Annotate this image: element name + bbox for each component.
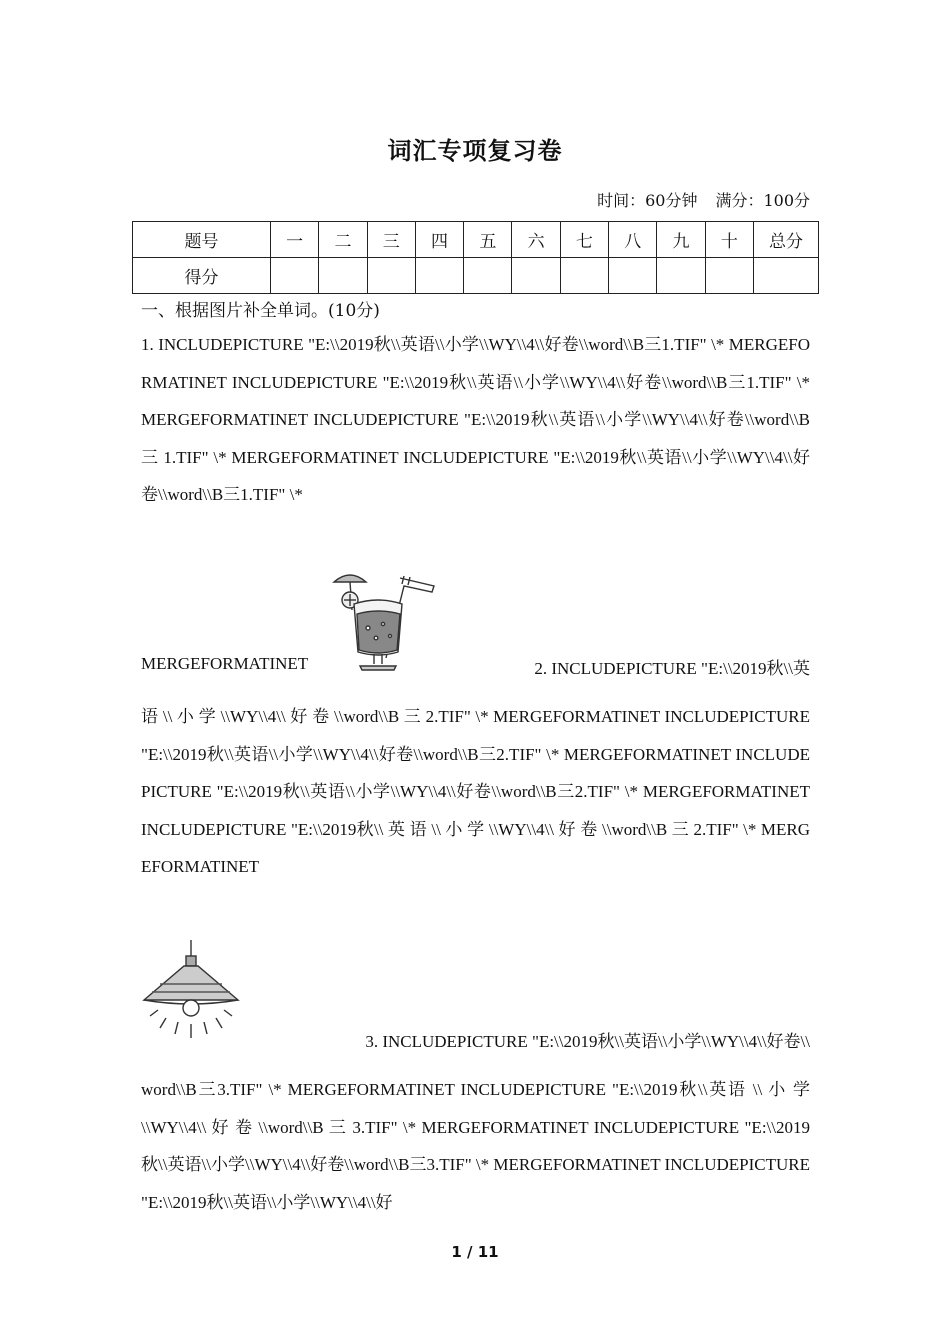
question-2-text: 语 \\ 小 学 \\WY\\4\\ 好 卷 \\word\\B 三 2.TIF" \* MERGEFORMATINET INCLUDEPICTURE "E:\\2019秋\\英语\\小学\\WY\\4\\好卷\\word\\B三2.TIF" \* MERGEFORMATINET INCLUDEPICTURE "E:\\2019秋\\英语\\小学\\WY\\4\\好卷\\word\\B三2.TIF" \* MERGEFORMATINET INCLUDEPICTURE "E:\\2019秋\\ 英 语 \\ 小 学 \\WY\\4\\ 好 卷 \\word\\B 三 2.TIF" \* MERGEFORMATINET — [141, 707, 810, 876]
section-heading: 一、根据图片补全单词。(10分) — [141, 301, 380, 321]
header-cell: 九 — [657, 222, 705, 258]
header-cell: 一 — [271, 222, 319, 258]
score-cell[interactable] — [271, 258, 319, 294]
question-1-end: MERGEFORMATINET — [141, 654, 309, 673]
question-3-start: 3. INCLUDEPICTURE "E:\\2019秋\\英语\\小学\\WY\\4\\好卷\\ — [365, 1032, 810, 1051]
score-cell[interactable] — [754, 258, 819, 294]
header-cell: 三 — [367, 222, 415, 258]
juice-glass-icon — [328, 566, 440, 676]
score-cell[interactable] — [367, 258, 415, 294]
score-cell[interactable] — [464, 258, 512, 294]
question-3-text: word\\B三3.TIF" \* MERGEFORMATINET INCLUDEPICTURE "E:\\2019秋\\英语 \\ 小 学 \\WY\\4\\ 好 卷 \\word\\B 三 3.TIF" \* MERGEFORMATINET INCLUDEPICTURE "E:\\2019秋\\英语\\小学\\WY\\4\\好卷\\word\\B三3.TIF" \* MERGEFORMATINET INCLUDEPICTURE "E:\\2019秋\\英语\\小学\\WY\\4\\好 — [141, 1080, 810, 1212]
score-table-header-row — [133, 222, 819, 258]
score-cell[interactable] — [705, 258, 753, 294]
page-title: 词汇专项复习卷 — [387, 136, 563, 165]
time-limit: 时间：60分钟 — [597, 191, 698, 210]
header-cell: 总分 — [754, 222, 819, 258]
header-cell: 七 — [560, 222, 608, 258]
header-cell: 题号 — [133, 222, 271, 258]
exam-meta — [597, 188, 810, 211]
header-cell: 四 — [415, 222, 463, 258]
header-cell: 六 — [512, 222, 560, 258]
score-cell[interactable] — [657, 258, 705, 294]
header-cell: 十 — [705, 222, 753, 258]
header-cell: 八 — [609, 222, 657, 258]
ceiling-lamp-icon — [140, 940, 242, 1040]
question-1-text: 1. INCLUDEPICTURE "E:\\2019秋\\英语\\小学\\WY\\4\\好卷\\word\\B三1.TIF" \* MERGEFORMATINET INCLUDEPICTURE "E:\\2019秋\\英语\\小学\\WY\\4\\好卷\\word\\B三1.TIF" \* MERGEFORMATINET INCLUDEPICTURE "E:\\2019秋\\英语\\小学\\WY\\4\\好卷\\word\\B 三 1.TIF" \* MERGEFORMATINET INCLUDEPICTURE "E:\\2019秋\\英语\\小学\\WY\\4\\好卷\\word\\B三1.TIF" \* — [141, 335, 810, 504]
page-number: 1 / 11 — [451, 1243, 499, 1261]
score-cell[interactable] — [415, 258, 463, 294]
header-cell: 五 — [464, 222, 512, 258]
score-cell[interactable] — [560, 258, 608, 294]
full-score: 满分：100分 — [715, 191, 810, 210]
score-table-score-row — [133, 258, 819, 294]
question-2-start: 2. INCLUDEPICTURE "E:\\2019秋\\英 — [534, 659, 810, 678]
score-cell[interactable] — [512, 258, 560, 294]
score-table — [132, 221, 819, 294]
header-cell: 二 — [319, 222, 367, 258]
score-cell[interactable] — [609, 258, 657, 294]
score-cell[interactable] — [319, 258, 367, 294]
score-row-label: 得分 — [133, 258, 271, 294]
